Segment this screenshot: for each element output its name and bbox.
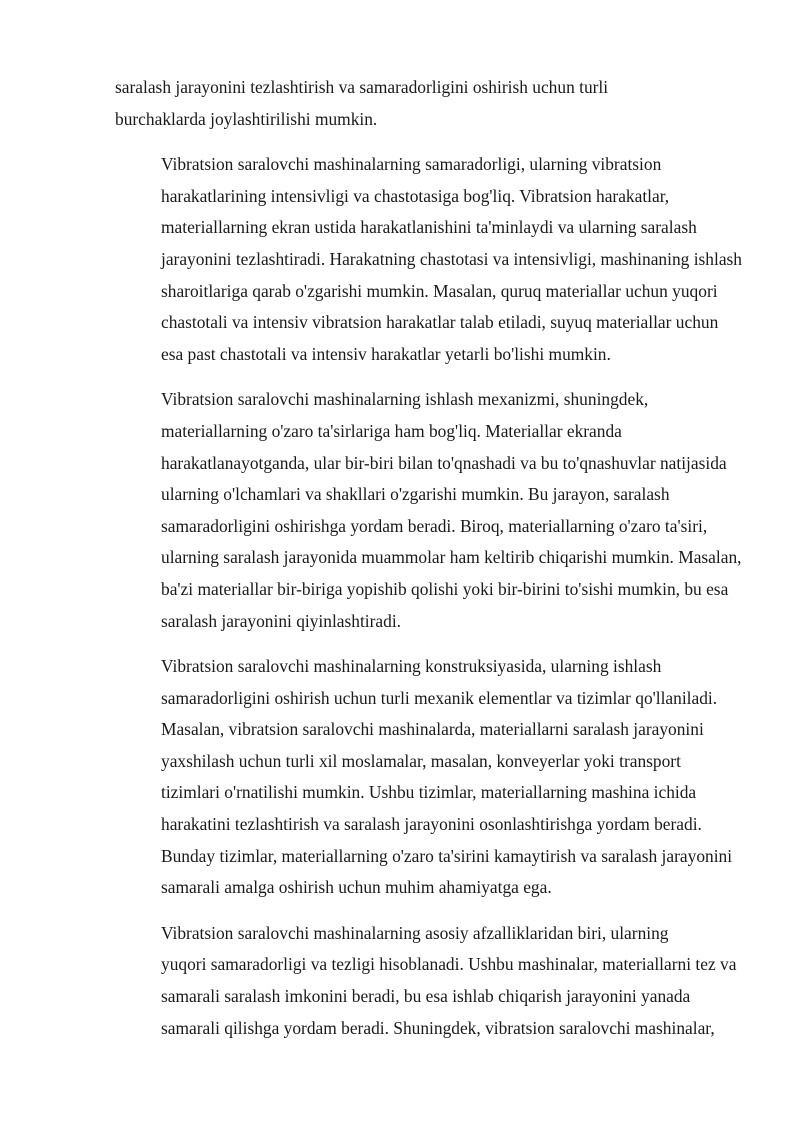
paragraph-4: [115, 651, 750, 904]
text-line: yuqori samaradorligi va tezligi hisoblanadi. Ushbu mashinalar, materiallarni tez va: [161, 954, 737, 975]
text-line: materiallarning ekran ustida harakatlanishini ta'minlaydi va ularning saralash: [161, 217, 697, 238]
text-line: samaradorligini oshirishga yordam beradi. Biroq, materiallarning o'zaro ta'siri,: [161, 515, 708, 536]
text-line: jarayonini tezlashtiradi. Harakatning chastotasi va intensivligi, mashinaning ishlash: [161, 248, 742, 269]
text-line: Bunday tizimlar, materiallarning o'zaro ta'sirini kamaytirish va saralash jarayonini: [161, 845, 733, 866]
text-line: ularning saralash jarayonida muammolar ham keltirib chiqarishi mumkin. Masalan,: [161, 547, 742, 568]
text-line: Vibratsion saralovchi mashinalarning konstruksiyasida, ularning ishlash: [161, 656, 662, 677]
text-line: Vibratsion saralovchi mashinalarning samaradorligi, ularning vibratsion: [161, 154, 662, 175]
text-line: ularning o'lchamlari va shakllari o'zgarishi mumkin. Bu jarayon, saralash: [161, 484, 670, 505]
text-line: ba'zi materiallar bir-biriga yopishib qolishi yoki bir-birini to'sishi mumkin, bu esa: [161, 578, 729, 599]
paragraph-3: [115, 384, 750, 637]
text-line: materiallarning o'zaro ta'sirlariga ham bog'liq. Materiallar ekranda: [161, 420, 622, 441]
paragraph-1: [115, 72, 750, 135]
text-line: burchaklarda joylashtirilishi mumkin.: [115, 108, 378, 129]
text-line: samarali amalga oshirish uchun muhim ahamiyatga ega.: [161, 877, 552, 898]
paragraph-5: [115, 918, 750, 1044]
document-body: [115, 72, 750, 1044]
text-line: Masalan, vibratsion saralovchi mashinalarda, materiallarni saralash jarayonini: [161, 719, 704, 740]
text-line: harakatlarining intensivligi va chastotasiga bog'liq. Vibratsion harakatlar,: [161, 185, 670, 206]
text-line: samarali qilishga yordam beradi. Shuningdek, vibratsion saralovchi mashinalar,: [161, 1017, 715, 1038]
text-line: sharoitlariga qarab o'zgarishi mumkin. Masalan, quruq materiallar uchun yuqori: [161, 280, 718, 301]
text-line: samaradorligini oshirish uchun turli mexanik elementlar va tizimlar qo'llaniladi.: [161, 687, 718, 708]
text-line: harakatini tezlashtirish va saralash jarayonini osonlashtirishga yordam beradi.: [161, 814, 702, 835]
text-line: saralash jarayonini tezlashtirish va samaradorligini oshirish uchun turli: [115, 77, 609, 97]
text-line: saralash jarayonini qiyinlashtiradi.: [161, 610, 402, 631]
paragraph-2: [115, 149, 750, 370]
text-line: Vibratsion saralovchi mashinalarning asosiy afzalliklaridan biri, ularning: [161, 922, 669, 943]
text-line: chastotali va intensiv vibratsion harakatlar talab etiladi, suyuq materiallar uchun: [161, 312, 719, 333]
text-line: samarali saralash imkonini beradi, bu esa ishlab chiqarish jarayonini yanada: [161, 986, 691, 1007]
text-line: tizimlari o'rnatilishi mumkin. Ushbu tizimlar, materiallarning mashina ichida: [161, 782, 697, 803]
text-line: Vibratsion saralovchi mashinalarning ishlash mexanizmi, shuningdek,: [161, 389, 649, 410]
text-line: harakatlanayotganda, ular bir-biri bilan to'qnashadi va bu to'qnashuvlar natijasida: [161, 452, 727, 473]
text-line: yaxshilash uchun turli xil moslamalar, masalan, konveyerlar yoki transport: [161, 750, 681, 771]
text-line: esa past chastotali va intensiv harakatlar yetarli bo'lishi mumkin.: [161, 343, 611, 364]
